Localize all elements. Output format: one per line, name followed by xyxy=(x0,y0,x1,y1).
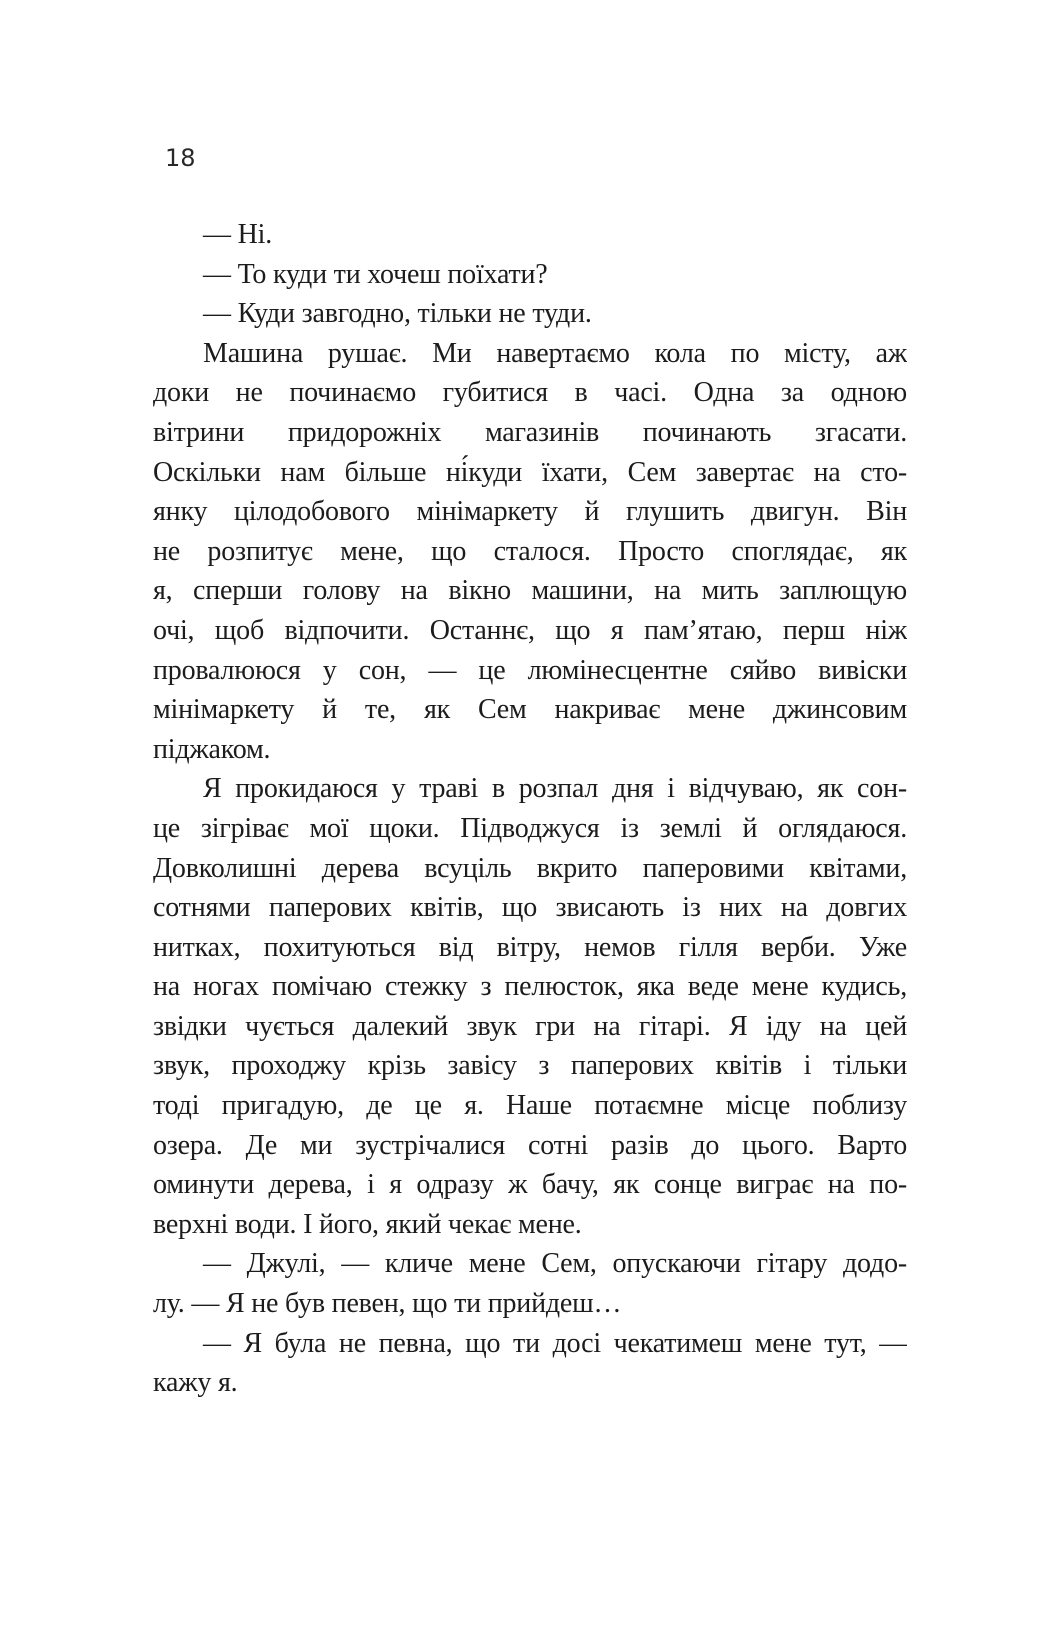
text-line: піджаком. xyxy=(153,733,271,765)
text-line: — Ні. xyxy=(203,219,273,250)
text-line: озера. Де ми зустрічалися сотні разів до цього. Варто xyxy=(153,1129,907,1161)
text-line: тоді пригадую, де це я. Наше потаємне місце поблизу xyxy=(153,1090,907,1122)
text-line: не розпитує мене, що сталося. Просто споглядає, як xyxy=(153,535,907,567)
text-line: Я прокидаюся у траві в розпал дня і відчуваю, як сон- xyxy=(203,773,907,805)
text-line: доки не починаємо губитися в часі. Одна за одною xyxy=(153,377,907,409)
text-line: кажу я. xyxy=(153,1367,238,1399)
page-text xyxy=(153,215,907,1403)
text-line: очі, щоб відпочити. Останнє, що я пам’ятаю, перш ніж xyxy=(153,614,907,646)
page-number: 18 xyxy=(165,144,196,172)
text-line: — Я була не певна, що ти досі чекатимеш мене тут, — xyxy=(203,1327,907,1359)
text-line: провалююся у сон, — це люмінесцентне сяйво вивіски xyxy=(153,654,907,686)
text-line: це зігріває мої щоки. Підводжуся із землі й оглядаюся. xyxy=(153,812,907,844)
text-line: звук, проходжу крізь завісу з паперових квітів і тільки xyxy=(153,1050,907,1082)
text-line: я, сперши голову на вікно машини, на мить заплющую xyxy=(153,575,907,607)
text-line: янку цілодобового мінімаркету й глушить двигун. Він xyxy=(153,496,907,528)
text-line: Оскільки нам більше ні́куди їхати, Сем завертає на сто- xyxy=(153,456,907,488)
text-line: сотнями паперових квітів, що звисають із них на довгих xyxy=(153,892,907,924)
text-line: вітрини придорожніх магазинів починають згасати. xyxy=(153,416,907,448)
text-line: Довколишні дерева всуціль вкрито паперовими квітами, xyxy=(153,852,907,884)
text-line: на ногах помічаю стежку з пелюсток, яка веде мене кудись, xyxy=(153,971,907,1003)
text-line: лу. — Я не був певен, що ти прийдеш… xyxy=(153,1288,622,1320)
text-line: нитках, похитуються від вітру, немов гілля верби. Уже xyxy=(153,931,907,963)
text-line: оминути дерева, і я одразу ж бачу, як сонце виграє на по- xyxy=(153,1169,907,1201)
text-line: — То куди ти хочеш поїхати? xyxy=(203,258,548,290)
text-line: мінімаркету й те, як Сем накриває мене джинсовим xyxy=(153,694,907,726)
text-line: — Джулі, — кличе мене Сем, опускаючи гітару додо- xyxy=(203,1248,907,1280)
text-line: Машина рушає. Ми навертаємо кола по місту, аж xyxy=(203,337,907,369)
text-line: — Куди завгодно, тільки не туди. xyxy=(203,298,592,330)
text-line: звідки чується далекий звук гри на гітарі. Я іду на цей xyxy=(153,1010,907,1042)
text-line: верхні води. І його, який чекає мене. xyxy=(153,1208,582,1240)
